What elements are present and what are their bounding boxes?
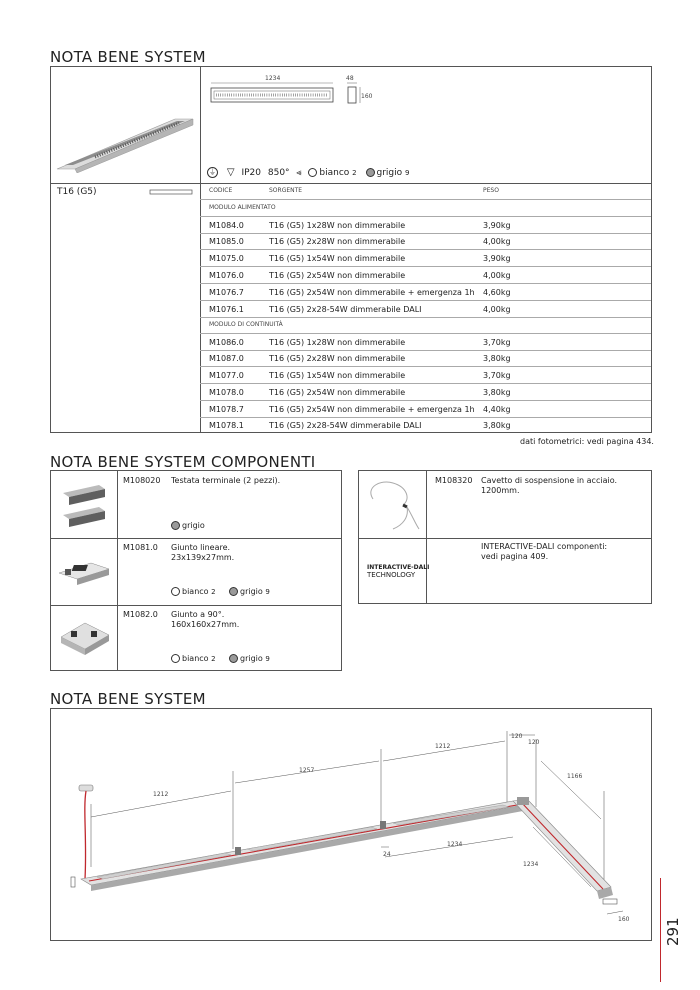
table-cell: T16 (G5) 1x28W non dimmerabile: [269, 221, 406, 230]
table-cell: 3,90kg: [483, 254, 511, 263]
table-cell: 160x160x27mm.: [171, 620, 240, 629]
table-cell: 23x139x27mm.: [171, 553, 235, 562]
table-cell: M108320: [435, 476, 473, 485]
dim-120-b: 120: [528, 739, 540, 746]
linear-joint-image: [57, 551, 113, 591]
section-title-system: NOTA BENE SYSTEM: [50, 48, 206, 66]
table-cell: M1076.7: [209, 288, 244, 297]
table-cell: T16 (G5) 2x54W non dimmerabile: [269, 271, 406, 280]
color-grey-num: 9: [405, 169, 410, 177]
color-grey-swatch: [229, 654, 238, 663]
page-number: 291: [664, 917, 682, 946]
table-cell: M1076.1: [209, 305, 244, 314]
components-left-table: [50, 470, 342, 671]
dali-logo-line1: INTERACTIVE-DALI: [367, 564, 430, 571]
dim-1166: 1166: [567, 773, 583, 780]
table-cell: 4,40kg: [483, 405, 511, 414]
table-cell: T16 (G5) 1x28W non dimmerabile: [269, 338, 406, 347]
color-option: [171, 654, 216, 663]
product-photo: [55, 107, 197, 173]
dali-logo-line2: TECHNOLOGY: [367, 571, 416, 579]
color-white-swatch: [171, 654, 180, 663]
page-accent-line: [660, 878, 661, 982]
header-code: CODICE: [209, 187, 233, 194]
table-cell: Giunto lineare.: [171, 543, 231, 552]
section-title-installation: NOTA BENE SYSTEM: [50, 690, 206, 708]
color-white-label: bianco: [319, 168, 350, 178]
dim-1234-long: 1234: [447, 841, 463, 848]
color-grey-swatch: [171, 521, 180, 530]
table-cell: T16 (G5) 2x28-54W dimmerabile DALI: [269, 305, 422, 314]
table-cell: M1081.0: [123, 543, 158, 552]
color-option: [229, 587, 270, 596]
lamp-label: T16 (G5): [57, 187, 97, 197]
color-option-label: grigio: [182, 521, 205, 530]
f-mark-icon: ▽: [226, 167, 235, 178]
dim-1212-left: 1212: [153, 791, 169, 798]
table-cell: 4,00kg: [483, 237, 511, 246]
table-cell: vedi pagina 409.: [481, 552, 549, 561]
section-title-components: NOTA BENE SYSTEM COMPONENTI: [50, 453, 316, 471]
color-white-num: 2: [352, 169, 357, 177]
table-cell: M1084.0: [209, 221, 244, 230]
lamp-tube-icon: [149, 189, 193, 195]
color-grey-swatch: [366, 168, 375, 177]
color-temp: 850°: [267, 168, 290, 178]
table-cell: Testata terminale (2 pezzi).: [171, 476, 281, 485]
installation-drawing: [51, 709, 651, 940]
table-cell: M1082.0: [123, 610, 158, 619]
dim-24: 24: [383, 851, 391, 858]
table-cell: 4,00kg: [483, 271, 511, 280]
dim-width: 48: [346, 75, 354, 82]
table-cell: T16 (G5) 2x28W non dimmerabile: [269, 237, 406, 246]
dim-1234-short: 1234: [523, 861, 539, 868]
table-cell: 3,90kg: [483, 221, 511, 230]
ip-rating: IP20: [241, 168, 261, 178]
installation-drawing-box: [50, 708, 652, 941]
table-cell: 1200mm.: [481, 486, 520, 495]
table-cell: M1075.0: [209, 254, 244, 263]
dim-120-a: 120: [511, 733, 523, 740]
group-label-powered: MODULO ALIMENTATO: [209, 204, 276, 211]
color-option-label: 2: [211, 655, 216, 663]
table-cell: M1087.0: [209, 354, 244, 363]
table-cell: M1086.0: [209, 338, 244, 347]
dim-1257: 1257: [299, 767, 315, 774]
table-cell: 3,70kg: [483, 371, 511, 380]
table-cell: T16 (G5) 1x54W non dimmerabile: [269, 371, 406, 380]
header-weight: PESO: [483, 187, 499, 194]
table-cell: T16 (G5) 2x54W non dimmerabile + emergenza 1h: [269, 405, 475, 414]
table-cell: M1078.7: [209, 405, 244, 414]
color-option-label: grigio: [240, 654, 263, 663]
color-option: [171, 521, 205, 530]
color-white-swatch: [308, 168, 317, 177]
product-table: [50, 66, 652, 433]
dimension-drawing: [207, 81, 387, 111]
table-cell: M1078.1: [209, 421, 244, 430]
table-cell: 4,60kg: [483, 288, 511, 297]
header-source: SORGENTE: [269, 187, 303, 194]
ground-icon: ⏚: [209, 168, 216, 176]
table-cell: Giunto a 90°.: [171, 610, 225, 619]
color-option: [171, 587, 216, 596]
table-cell: 3,80kg: [483, 421, 511, 430]
table-cell: Cavetto di sospensione in acciaio.: [481, 476, 617, 485]
color-option-label: grigio: [240, 587, 263, 596]
table-cell: T16 (G5) 2x28-54W dimmerabile DALI: [269, 421, 422, 430]
table-cell: M1077.0: [209, 371, 244, 380]
dim-1212-right: 1212: [435, 743, 451, 750]
dim-160: 160: [618, 916, 630, 923]
table-cell: 4,00kg: [483, 305, 511, 314]
photometric-note: dati fotometrici: vedi pagina 434.: [520, 437, 654, 446]
table-cell: 3,70kg: [483, 338, 511, 347]
table-cell: 3,80kg: [483, 354, 511, 363]
table-cell: 3,80kg: [483, 388, 511, 397]
color-grey-swatch: [229, 587, 238, 596]
end-cap-image: [59, 479, 111, 533]
dim-height: 160: [361, 93, 373, 100]
color-option-label: 9: [265, 655, 270, 663]
table-cell: T16 (G5) 2x54W non dimmerabile + emergenza 1h: [269, 288, 475, 297]
table-cell: M1078.0: [209, 388, 244, 397]
group-label-continuity: MODULO DI CONTINUITÀ: [209, 321, 283, 328]
corner-joint-image: [57, 613, 113, 665]
table-cell: T16 (G5) 2x54W non dimmerabile: [269, 388, 406, 397]
suspension-cable-image: [363, 477, 423, 533]
table-cell: T16 (G5) 1x54W non dimmerabile: [269, 254, 406, 263]
table-cell: INTERACTIVE-DALI componenti:: [481, 542, 608, 551]
dimmable-icon: ⪡: [296, 168, 302, 178]
components-right-table: [358, 470, 652, 604]
color-grey-label: grigio: [376, 168, 403, 178]
color-option: [229, 654, 270, 663]
table-cell: M108020: [123, 476, 161, 485]
color-white-swatch: [171, 587, 180, 596]
table-cell: M1076.0: [209, 271, 244, 280]
dim-length: 1234: [265, 75, 281, 82]
color-option-label: 2: [211, 588, 216, 596]
table-cell: M1085.0: [209, 237, 244, 246]
color-option-label: bianco: [182, 587, 209, 596]
feature-row: [207, 167, 409, 178]
color-option-label: 9: [265, 588, 270, 596]
color-option-label: bianco: [182, 654, 209, 663]
table-cell: T16 (G5) 2x28W non dimmerabile: [269, 354, 406, 363]
